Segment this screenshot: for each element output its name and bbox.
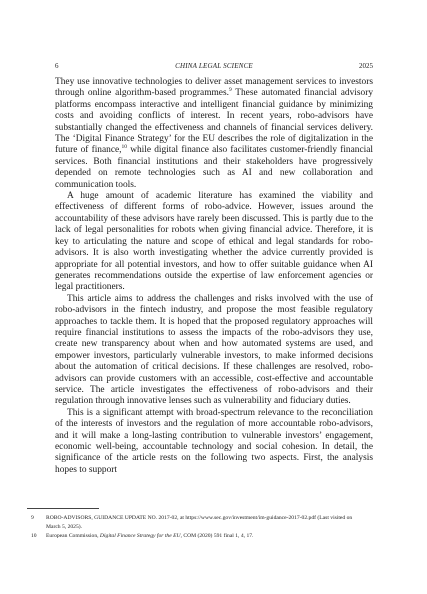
footnote-cited-title: Digital Finance Strategy for the EU	[99, 533, 181, 540]
journal-title: CHINA LEGAL SCIENCE	[175, 62, 253, 70]
footnote-number: 10	[31, 533, 37, 540]
page-number: 6	[55, 62, 59, 70]
paragraph-3: This article aims to address the challenges and risks involved with the use of robo-advisors in the fintech industry, and propose the most feasible regulatory approaches to tackle them. It is hoped that the proposed regulatory approaches will require financial institutions to assess the impacts of the robo-advisors they use, create new transparency about when and how automated systems are used, and empower investors, particularly vulnerable investors, to make informed decisions about the automation of critical decisions. If these challenges are resolved, robo-advisors can provide customers with an accessible, cost-effective and accountable service. The article investigates the effectiveness of robo-advisors and their regulation through innovative lenses such as vulnerability and fiduciary duties.	[55, 293, 373, 407]
body-text	[55, 77, 373, 476]
footnote-text: ROBO-ADVISORS, GUIDANCE UPDATE NO. 2017-02, at https://www.sec.gov/investment/im-guidance-2017-02.pdf (Last visited on March 5, 2025).	[46, 515, 353, 530]
footnotes	[27, 514, 357, 542]
publication-year: 2025	[359, 62, 373, 70]
paragraph-4: This is a significant attempt with broad-spectrum relevance to the reconciliation of the interests of investors and the regulation of more accountable robo-advisors, and it will make a long-lasting contribution to vulnerable investors’ engagement, economic well-being, accountable technology and social cohesion. In detail, the significance of the article rests on the following two aspects. First, the analysis hopes to support	[55, 407, 373, 475]
running-header	[55, 60, 373, 72]
footnote-divider	[27, 508, 99, 509]
footnote-10	[27, 532, 357, 541]
paragraph-1	[55, 77, 373, 191]
footnote-9	[27, 514, 357, 531]
footnote-ref-9[interactable]: 9	[228, 87, 232, 94]
paragraph-1-part-b: These automated financial advisory platforms encompass interactive and intelligent financial guidance by minimizing costs and avoiding conflicts of interest. In recent years, robo-advisors have substantially changed the effectiveness and channels of financial services delivery. The ‘Digital Finance Strategy’ for the EU describes the role of digitalization in the future of finance,	[55, 88, 374, 156]
footnote-text-after: , COM (2020) 591 final 1, 4, 17.	[180, 533, 254, 540]
paragraph-2: A huge amount of academic literature has examined the viability and effectiveness of different forms of robo-advice. However, issues around the accountability of these advisors have rarely been discussed. This is partly due to the lack of legal personalities for robots when giving financial advice. Therefore, it is key to articulating the nature and scope of ethical and legal standards for robo-advisors. It is also worth investigating whether the advice currently provided is appropriate for all potential investors, and how to offer suitable guidance when AI generates recommendations outside the expertise of law enforcement agencies or legal practitioners.	[55, 191, 373, 293]
paragraph-1-part-c: while digital finance also facilitates customer-friendly financial services. Both financial institutions and their stakeholders have progressively depended on remote technologies such as AI and new collaboration and communication tools.	[55, 145, 373, 190]
footnote-ref-10[interactable]: 10	[121, 144, 127, 151]
paragraph-1-part-a: They use innovative technologies to deliver asset management services to investors through online algorithm-based programmes.	[55, 77, 373, 99]
footnote-text-before: European Commission,	[46, 533, 100, 540]
footnote-number: 9	[31, 515, 34, 521]
